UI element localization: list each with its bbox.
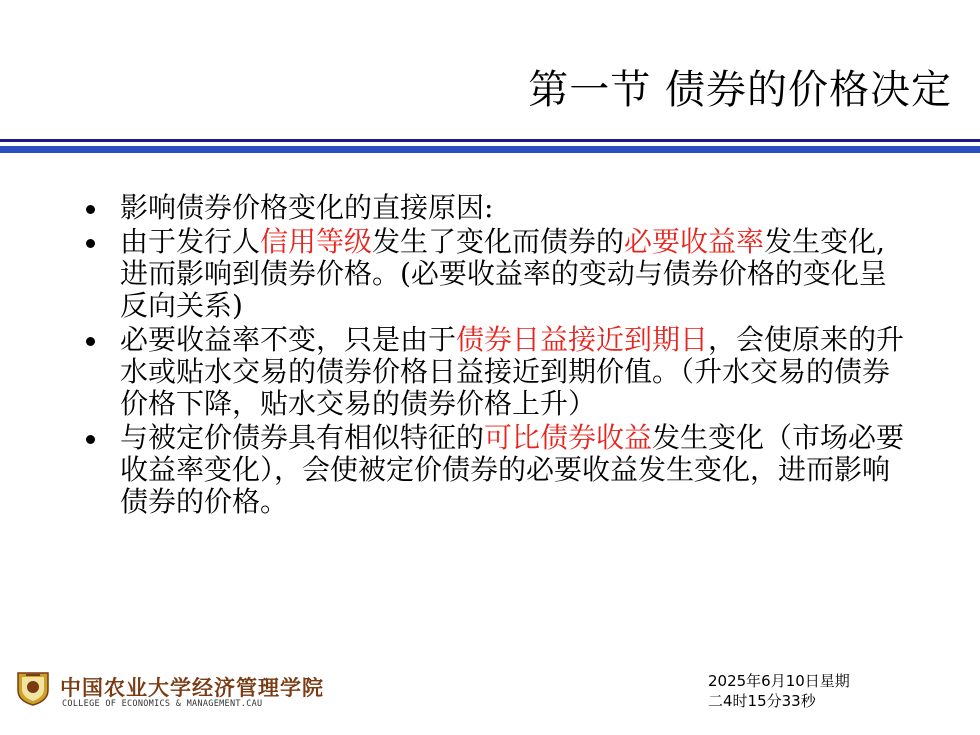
bullet-text: 必要收益率不变，只是由于 (120, 323, 457, 356)
bullet-text: 影响债券价格变化的直接原因: (120, 191, 494, 224)
bullet-dot-icon (86, 337, 95, 346)
bullet-dot-icon (86, 435, 95, 444)
datetime-line-1: 2025年6月10日星期 (708, 672, 850, 690)
bullet-text: 与被定价债券具有相似特征的 (120, 421, 485, 454)
highlighted-text: 可比债券收益 (484, 421, 653, 454)
title-rule-thick (0, 146, 980, 153)
bullet-dot-icon (86, 239, 95, 248)
bullet-item (82, 226, 912, 322)
bullet-dot-icon (86, 205, 95, 214)
logo-chinese-name: 中国农业大学经济管理学院 (60, 675, 324, 700)
datetime-line-2: 二4时15分33秒 (708, 692, 816, 710)
bullet-item (82, 324, 912, 420)
slide-datetime (708, 671, 908, 711)
bullet-text: ，会使原来的升水或贴水交易的债券价格日益接近到期价值。（升水交易的债券价格下降，贴水交易的债券价格上升） (120, 323, 905, 420)
highlighted-text: 必要收益率 (624, 225, 765, 258)
bullet-text: 由于发行人 (120, 225, 261, 258)
bullet-item (82, 422, 912, 518)
bullet-list (82, 192, 912, 520)
highlighted-text: 信用等级 (260, 225, 373, 258)
title-rule-thin (0, 139, 980, 142)
bullet-text: 发生了变化而债券的 (372, 225, 625, 258)
university-seal-icon (16, 670, 50, 706)
bullet-text: 发生变化（市场必要收益率变化），会使被定价债券的必要收益发生变化，进而影响债券的价格。 (120, 421, 905, 518)
bullet-item (82, 192, 912, 224)
bullet-text: 发生变化,进而影响到债券价格。(必要收益率的变动与债券价格的变化呈反向关系) (120, 225, 887, 322)
logo-english-name: COLLEGE OF ECONOMICS & MANAGEMENT.CAU (62, 699, 263, 709)
highlighted-text: 债券日益接近到期日 (456, 323, 709, 356)
slide-title: 第一节 债券的价格决定 (528, 67, 952, 113)
